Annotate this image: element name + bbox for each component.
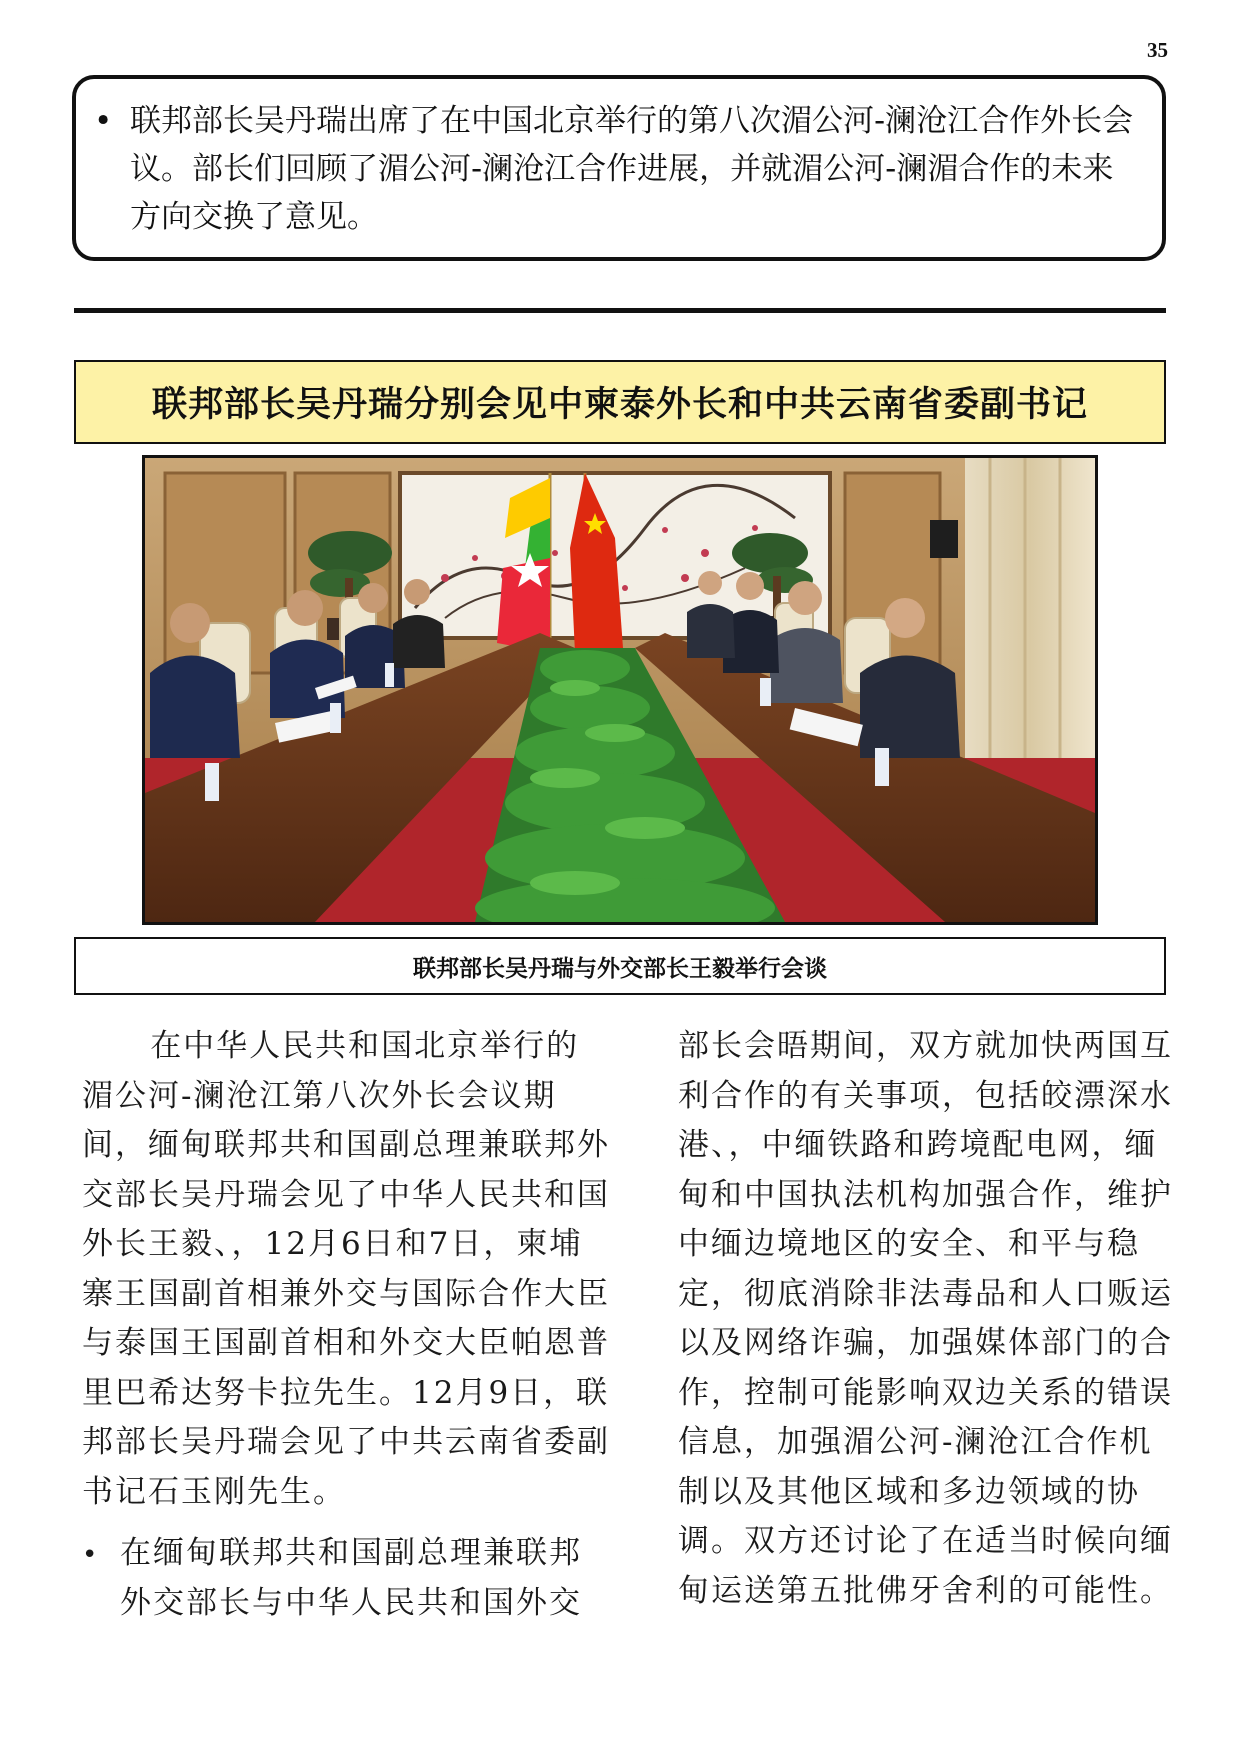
headline-banner (74, 360, 1166, 444)
article-headline: 联邦部长吴丹瑞分别会见中柬泰外长和中共云南省委副书记 (151, 385, 1088, 425)
meeting-room-illustration (145, 458, 1095, 922)
body-column-left (82, 1022, 612, 1628)
bullet-icon: • (82, 1540, 100, 1570)
photo-caption-box (74, 937, 1166, 995)
photo-caption: 联邦部长吴丹瑞与外交部长王毅举行会谈 (413, 955, 827, 982)
body-paragraph: 在中华人民共和国北京举行的湄公河-澜沧江第八次外长会议期间，缅甸联邦共和国副总理兼联邦外交部长吴丹瑞会见了中华人民共和国外长王毅、，12月6日和7日，柬埔寨王国副首相兼外交与国际合作大臣与泰国王国副首相和外交大臣帕恩普里巴希达努卡拉先生。12月9日，联邦部长吴丹瑞会见了中共云南省委副书记石玉刚先生。 (82, 1028, 610, 1510)
body-column-right (678, 1022, 1178, 1616)
body-bullet-text: 在缅甸联邦共和国副总理兼联邦外交部长与中华人民共和国外交 (120, 1535, 582, 1621)
summary-text: 联邦部长吴丹瑞出席了在中国北京举行的第八次湄公河-澜沧江合作外长会议。部长们回顾了湄公河-澜沧江合作进展，并就湄公河-澜湄合作的未来方向交换了意见。 (130, 103, 1134, 235)
bullet-icon: • (94, 103, 113, 139)
body-bullet-item (82, 1529, 612, 1628)
summary-box (72, 75, 1166, 261)
section-divider (74, 308, 1166, 313)
summary-bullet-item (94, 97, 1142, 241)
meeting-photo (142, 455, 1098, 925)
page-number: 35 (1147, 38, 1168, 62)
body-bullet-continued: 部长会晤期间，双方就加快两国互利合作的有关事项，包括皎漂深水港、，中缅铁路和跨境配电网，缅甸和中国执法机构加强合作，维护中缅边境地区的安全、和平与稳定，彻底消除非法毒品和人口贩运以及网络诈骗，加强媒体部门的合作，控制可能影响双边关系的错误信息，加强湄公河-澜沧江合作机制以及其他区域和多边领域的协调。双方还讨论了在适当时候向缅甸运送第五批佛牙舍利的可能性。 (678, 1028, 1173, 1609)
